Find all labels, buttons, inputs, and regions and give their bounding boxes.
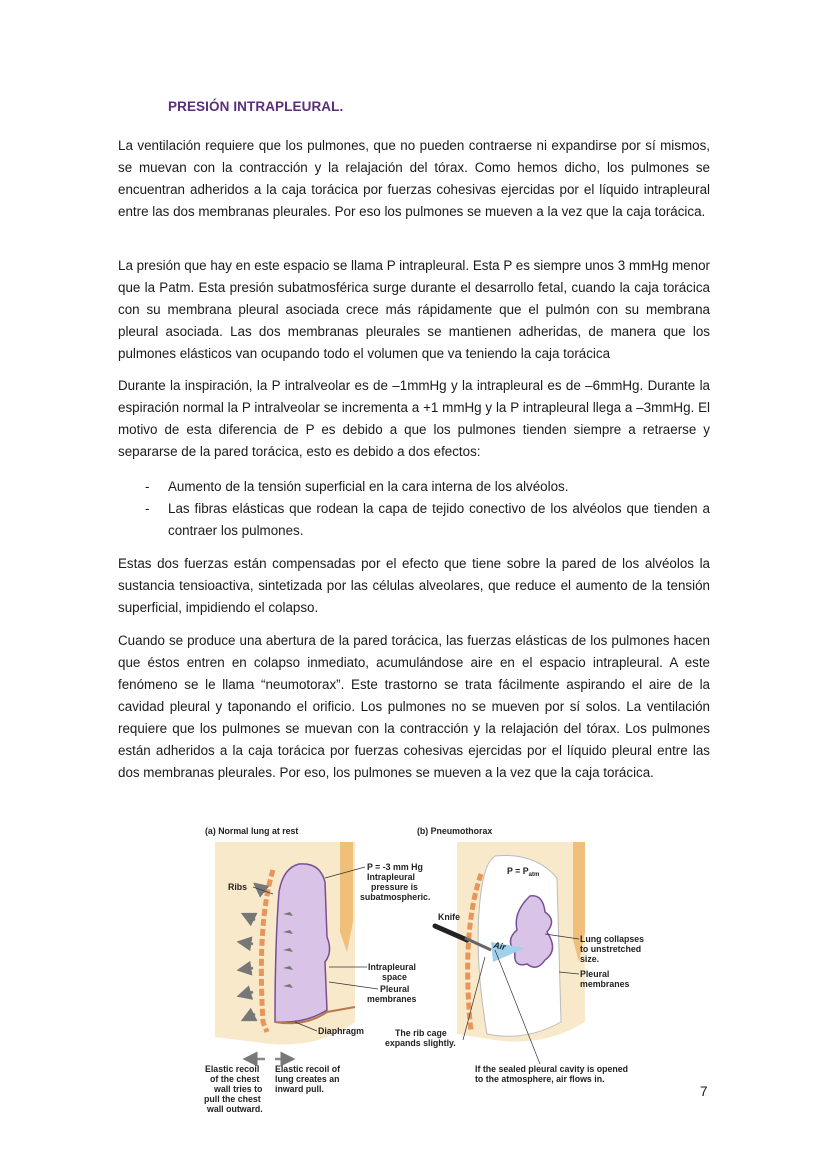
- pressure-a-line-2: Intrapleural: [367, 872, 415, 882]
- list-marker: -: [145, 479, 150, 494]
- paragraph-3: Durante la inspiración, la P intralveolar es de –1mmHg y la intrapleural es de –6mmHg. Durante la espiración normal la P intralveolar se incrementa a +1 mmHg y la P intrapleural llega a –3mmHg. El motivo de esta diferencia de P es debido a que los pulmones tienden siempre a retraerse y separarse de la pared torácica, esto es debido a dos efectos:: [118, 378, 710, 459]
- diaphragm-label: Diaphragm: [318, 1026, 364, 1036]
- panel-a-drawing: [215, 842, 355, 1045]
- figure-illustration: [195, 822, 665, 1122]
- elastic-lung-line-3: inward pull.: [275, 1084, 324, 1094]
- elastic-lung-line-1: Elastic recoil of: [275, 1064, 341, 1074]
- panel-a-title: (a) Normal lung at rest: [205, 826, 299, 836]
- pleural-a-line-2: membranes: [367, 994, 417, 1004]
- pleural-b-line-1: Pleural: [580, 969, 610, 979]
- pleural-a-line-1: Pleural: [380, 984, 410, 994]
- list-item: [118, 498, 710, 542]
- section-heading: PRESIÓN INTRAPLEURAL.: [168, 99, 344, 114]
- paragraph-1: La ventilación requiere que los pulmones, que no pueden contraerse ni expandirse por sí mismos, se muevan con la contracción y la relajación del tórax. Como hemos dicho, los pulmones se encuentran adheridos a la caja torácica por fuerzas cohesivas ejercidas por el líquido intrapleural entre las dos membranas pleurales. Por eso los pulmones se mueven a la vez que la caja torácica.: [118, 138, 710, 219]
- elastic-chest-line-3: wall tries to: [214, 1084, 263, 1094]
- panel-b-title: (b) Pneumothorax: [417, 826, 493, 836]
- list-item-text: Las fibras elásticas que rodean la capa de tejido conectivo de los alvéolos que tienden a contraer los pulmones.: [168, 501, 710, 538]
- paragraph-4: Estas dos fuerzas están compensadas por el efecto que tiene sobre la pared de los alvéolos la sustancia tensioactiva, sintetizada por las células alveolares, que reduce el aumento de la tensión superficial, impidiendo el colapso.: [118, 556, 710, 615]
- elastic-lung-line-2: lung creates an: [275, 1074, 340, 1084]
- elastic-chest-line-1: Elastic recoil: [205, 1064, 260, 1074]
- pressure-a-line-4: subatmospheric.: [360, 892, 431, 902]
- list-item-text: Aumento de la tensión superficial en la cara interna de los alvéolos.: [168, 479, 569, 494]
- intrapleural-space-line-2: space: [382, 972, 407, 982]
- pressure-a-line-3: pressure is: [371, 882, 418, 892]
- list-marker: -: [145, 501, 150, 516]
- rib-cage-line-2: expands slightly.: [385, 1038, 456, 1048]
- ribs-label: Ribs: [228, 882, 248, 892]
- lung-collapses-line-1: Lung collapses: [580, 934, 645, 944]
- air-label: Air: [492, 939, 507, 953]
- effects-list: [118, 476, 710, 542]
- knife-label: Knife: [438, 912, 460, 922]
- lung-collapses-line-3: size.: [580, 954, 600, 964]
- lung-a: [275, 864, 330, 1022]
- list-item: [118, 476, 710, 498]
- paragraph-5: Cuando se produce una abertura de la pared torácica, las fuerzas elásticas de los pulmones hacen que éstos entren en colapso inmediato, acumulándose aire en el espacio intrapleural. A este fenómeno se le llama “neumotorax”. Este trastorno se trata fácilmente aspirando el aire de la cavidad pleural y taponando el orificio. Los pulmones no se mueven por sí solos. La ventilación requiere que los pulmones se muevan con la contracción y la relajación del tórax. Los pulmones están adheridos a la caja torácica por fuerzas cohesivas ejercidas por el líquido pleural entre las dos membranas pleurales. Por eso, los pulmones se mueven a la vez que la caja torácica.: [118, 633, 710, 780]
- pleural-b-line-2: membranes: [580, 979, 630, 989]
- intrapleural-space-line-1: Intrapleural: [368, 962, 416, 972]
- elastic-chest-line-4: pull the chest: [204, 1094, 261, 1104]
- elastic-chest-line-5: wall outward.: [207, 1104, 263, 1114]
- lung-collapses-line-2: to unstretched: [580, 944, 642, 954]
- sealed-cavity-line-1: If the sealed pleural cavity is opened: [475, 1064, 629, 1074]
- page-number: 7: [700, 1084, 708, 1099]
- pneumothorax-figure: [195, 822, 665, 1122]
- sealed-cavity-line-2: to the atmosphere, air flows in.: [475, 1074, 605, 1084]
- pressure-b-label: $P = P_{atm}$: [507, 866, 540, 878]
- paragraph-2: La presión que hay en este espacio se llama P intrapleural. Esta P es siempre unos 3 mmHg menor que la Patm. Esta presión subatmosférica surge durante el desarrollo fetal, cuando la caja torácica con su membrana pleural asociada crece más rápidamente que el pulmón con su membrana pleural asociada. Las dos membranas pleurales se mantienen adheridas, de manera que los pulmones elásticos van ocupando todo el volumen que va teniendo la caja torácica: [118, 258, 710, 361]
- elastic-chest-line-2: of the chest: [210, 1074, 260, 1084]
- pressure-a-line-1: P = -3 mm Hg: [367, 862, 423, 872]
- rib-cage-line-1: The rib cage: [395, 1028, 447, 1038]
